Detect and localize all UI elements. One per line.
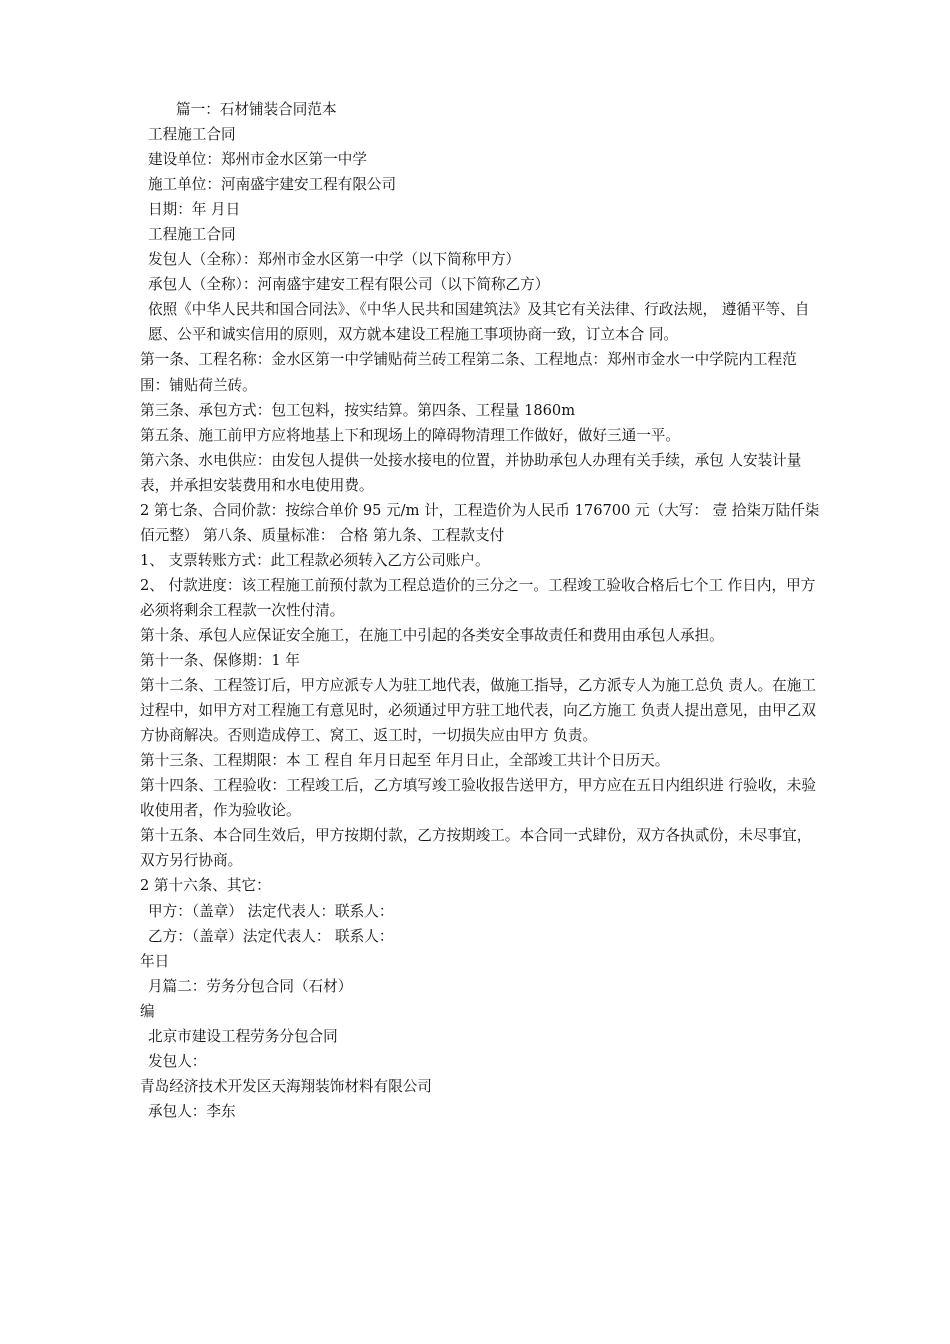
construction-unit: 建设单位：郑州市金水区第一中学: [148, 151, 367, 169]
article-10: 第十条、承包人应保证安全施工，在施工中引起的各类安全事故责任和费用由承包人承担。: [140, 626, 724, 644]
builder-unit: 施工单位：河南盛宇建安工程有限公司: [148, 176, 397, 194]
serial-label: 编: [140, 1002, 155, 1020]
employer-line: 发包人（全称）：郑州市金水区第一中学（以下简称甲方）: [148, 251, 521, 269]
labor-employer-label: 发包人：: [148, 1052, 207, 1070]
article-3-4: 第三条、承包方式：包工包料，按实结算。第四条、工程量 1860m: [140, 401, 576, 419]
article-5: 第五条、施工前甲方应将地基上下和现场上的障碍物清理工作做好，做好三通一平。: [140, 426, 680, 444]
date-line: 日期：年 月日: [148, 201, 241, 219]
contract-heading: 工程施工合同: [148, 126, 236, 144]
preamble-paragraph: 依照《中华人民共和国合同法》、《中华人民共和国建筑法》及其它有关法律、行政法规， 遵循平等、自愿、公平和诚实信用的原则，双方就本建设工程施工事项协商一致，订立本合 同。: [148, 301, 810, 344]
article-13: 第十三条、工程期限：本 工 程自 年月日起至 年月日止，全部竣工共计个日历天。: [140, 752, 670, 770]
contract-heading-repeat: 工程施工合同: [148, 226, 236, 244]
labor-contractor-line: 承包人：李东: [148, 1102, 236, 1120]
labor-contract-heading: 北京市建设工程劳务分包合同: [148, 1027, 338, 1045]
article-6: 第六条、水电供应：由发包人提供一处接水接电的位置，并协助承包人办理有关手续，承包 人安装计量表，并承担安装费用和水电使用费。: [140, 451, 802, 494]
article-11: 第十一条、保修期：1 年: [140, 652, 300, 670]
article-14: 第十四条、工程验收：工程竣工后，乙方填写竣工验收报告送甲方，甲方应在五日内组织进 行验收，未验收使用者，作为验收论。: [140, 777, 816, 820]
section-title-2: 月篇二：劳务分包合同（石材）: [148, 977, 353, 995]
article-12: 第十二条、工程签订后，甲方应派专人为驻工地代表，做施工指导，乙方派专人为施工总负 责人。在施工过程中，如甲方对工程施工有意见时，必须通过甲方驻工地代表，向乙方施工 负责人提出意见，由甲乙双方协商解决。否则造成停工、窝工、返工时，一切损失应由甲方 负责。: [140, 677, 816, 745]
article-7-9: 2 第七条、合同价款：按综合单价 95 元/m 计，工程造价为人民币 176700 元（大写： 壹 拾柒万陆仟柒佰元整） 第八条、质量标准： 合格 第九条、工程款支付: [140, 501, 820, 544]
payment-item-2: 2、 付款进度：该工程施工前预付款为工程总造价的三分之一。工程竣工验收合格后七个工 作日内，甲方必须将剩余工程款一次性付清。: [140, 576, 816, 619]
section-title-1: 篇一：石材铺装合同范本: [176, 101, 337, 118]
labor-employer-name: 青岛经济技术开发区天海翔装饰材料有限公司: [140, 1077, 432, 1095]
signature-date: 年日: [140, 952, 170, 970]
payment-item-1: 1、 支票转账方式：此工程款必须转入乙方公司账户。: [140, 551, 490, 569]
party-b-signature: 乙方：（盖章）法定代表人： 联系人：: [148, 927, 394, 945]
party-a-signature: 甲方：（盖章） 法定代表人：联系人：: [148, 902, 394, 920]
article-1-2: 第一条、工程名称：金水区第一中学铺贴荷兰砖工程第二条、工程地点：郑州市金水一中学院内工程范围：铺贴荷兰砖。: [140, 351, 797, 394]
document-body: [140, 97, 820, 1124]
contractor-line: 承包人（全称）：河南盛宇建安工程有限公司（以下简称乙方）: [148, 276, 550, 294]
article-16: 2 第十六条、其它：: [140, 877, 271, 895]
article-15: 第十五条、本合同生效后，甲方按期付款，乙方按期竣工。本合同一式肆份，双方各执贰份，未尽事宜，双方另行协商。: [140, 827, 812, 870]
